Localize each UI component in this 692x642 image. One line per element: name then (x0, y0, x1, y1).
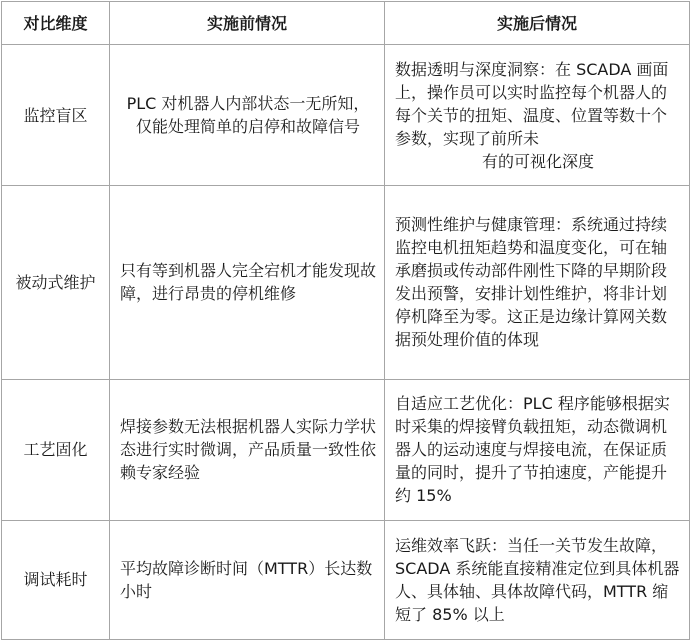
dimension-cell: 调试耗时 (2, 520, 110, 639)
before-cell: 平均故障诊断时间（MTTR）长达数小时 (110, 520, 385, 639)
table-header-row (2, 2, 690, 45)
after-cell (385, 45, 690, 186)
after-text: 数据透明与深度洞察：在 SCADA 画面上，操作员可以实时监控每个机器人的每个关节的扭矩、温度、位置等数十个参数，实现了前所未 (395, 59, 669, 148)
header-after: 实施后情况 (385, 2, 690, 45)
after-text-tail: 有的可视化深度 (481, 151, 594, 171)
table-row (2, 186, 690, 379)
before-cell: PLC 对机器人内部状态一无所知，仅能处理简单的启停和故障信号 (110, 45, 385, 186)
dimension-cell: 工艺固化 (2, 379, 110, 520)
table-row (2, 520, 690, 639)
header-dimension: 对比维度 (2, 2, 110, 45)
before-cell: 焊接参数无法根据机器人实际力学状态进行实时微调，产品质量一致性依赖专家经验 (110, 379, 385, 520)
table-row (2, 379, 690, 520)
dimension-cell: 被动式维护 (2, 186, 110, 379)
dimension-cell: 监控盲区 (2, 45, 110, 186)
header-before: 实施前情况 (110, 2, 385, 45)
after-cell: 运维效率飞跃：当任一关节发生故障，SCADA 系统能直接精准定位到具体机器人、具体轴、具体故障代码，MTTR 缩短了 85% 以上 (385, 520, 690, 639)
table-row (2, 45, 690, 186)
after-cell: 预测性维护与健康管理：系统通过持续监控电机扭矩趋势和温度变化，可在轴承磨损或传动部件刚性下降的早期阶段发出预警，安排计划性维护，将非计划停机降至为零。这正是边缘计算网关数据预处理价值的体现 (385, 186, 690, 379)
after-cell: 自适应工艺优化：PLC 程序能够根据实时采集的焊接臂负载扭矩，动态微调机器人的运动速度与焊接电流，在保证质量的同时，提升了节拍速度，产能提升约 15% (385, 379, 690, 520)
comparison-table (1, 1, 690, 640)
before-cell: 只有等到机器人完全宕机才能发现故障，进行昂贵的停机维修 (110, 186, 385, 379)
